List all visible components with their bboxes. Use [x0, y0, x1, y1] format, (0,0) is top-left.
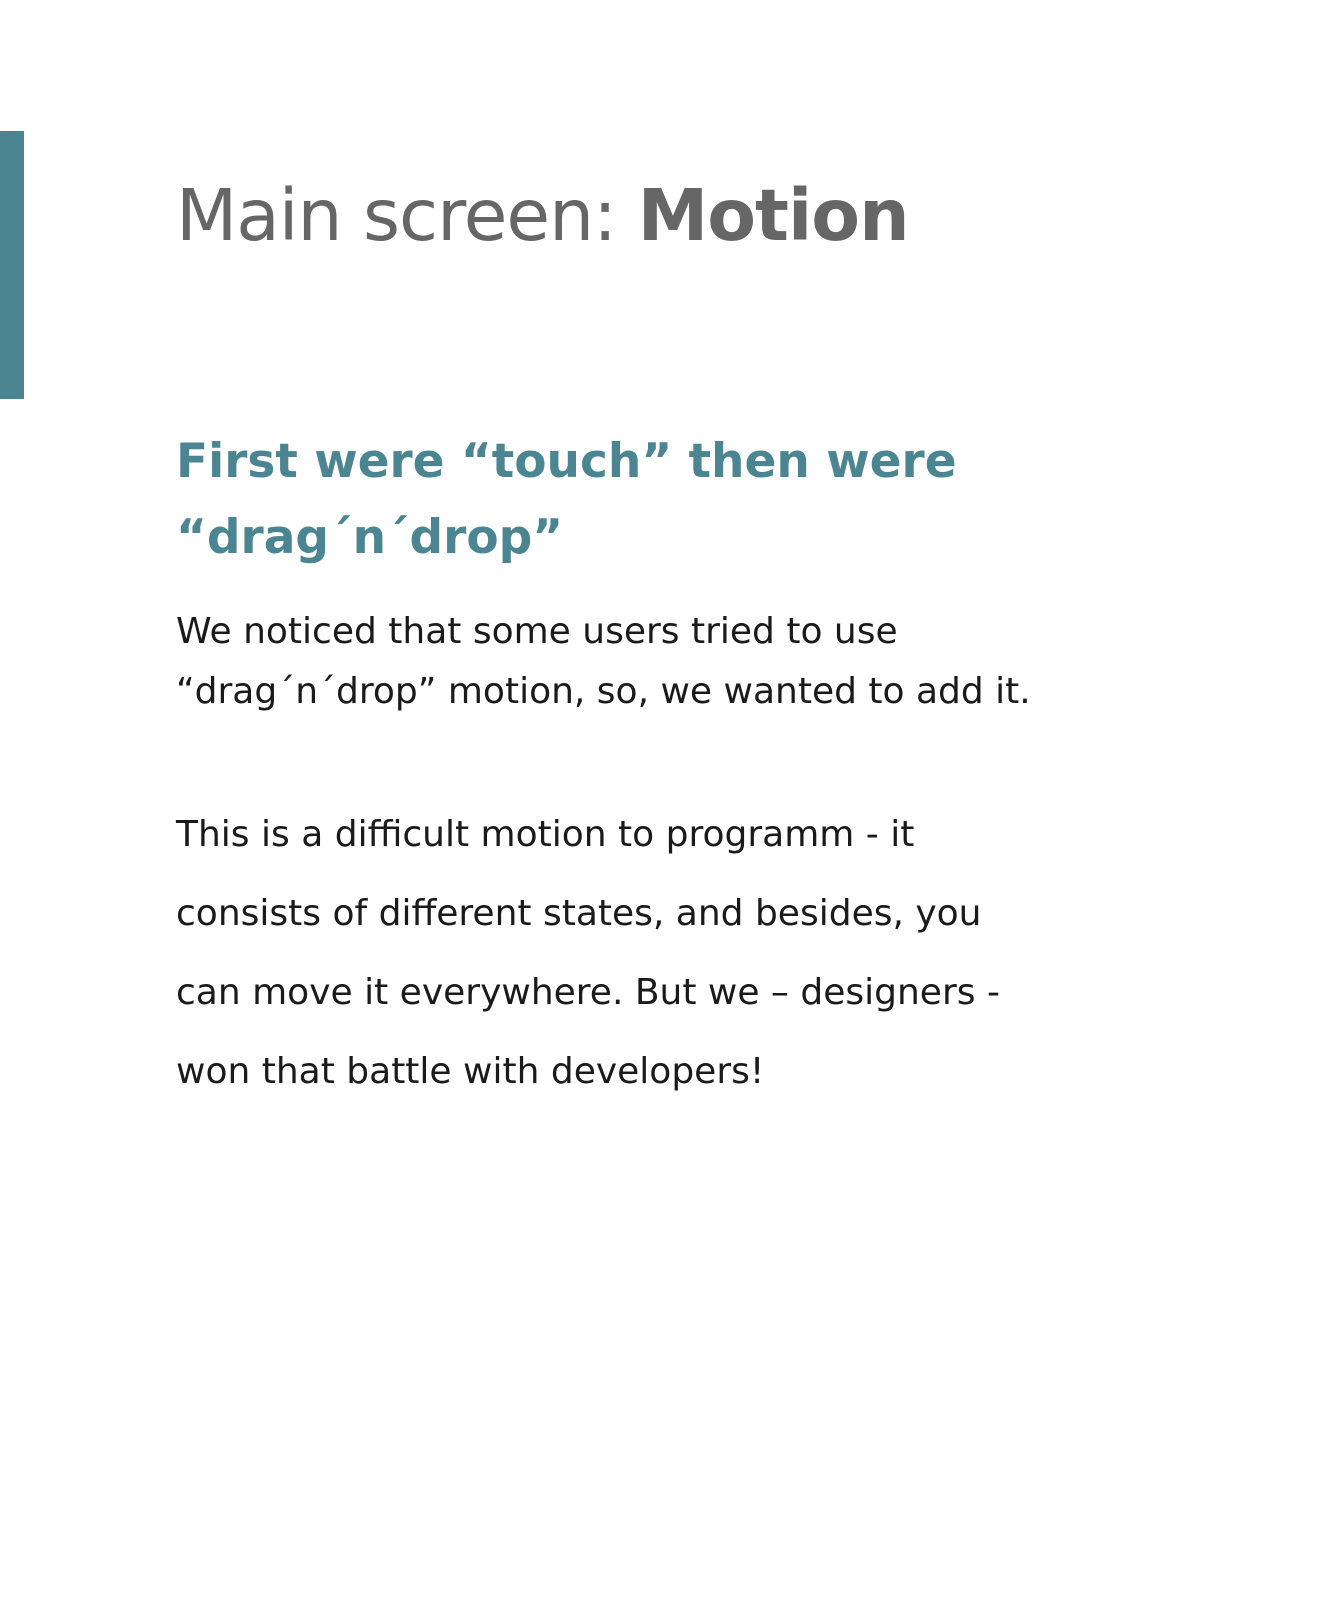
paragraph-line: This is a difficult motion to programm - it	[176, 814, 915, 855]
subheading	[176, 424, 1176, 576]
title-prefix: Main screen:	[176, 174, 638, 257]
accent-bar	[0, 131, 24, 399]
page-title	[176, 175, 909, 257]
title-emphasis: Motion	[637, 174, 909, 257]
paragraph-line: can move it everywhere. But we – designers -	[176, 972, 1000, 1013]
paragraph-line: “drag´n´drop” motion, so, we wanted to add it.	[176, 671, 1031, 712]
subheading-line: “drag´n´drop”	[176, 510, 564, 565]
paragraph-line: won that battle with developers!	[176, 1051, 765, 1092]
paragraph-intro	[176, 602, 1296, 722]
paragraph-line: We noticed that some users tried to use	[176, 611, 898, 652]
paragraph-line: consists of different states, and besides, you	[176, 893, 982, 934]
paragraph-details	[176, 795, 1296, 1111]
subheading-line: First were “touch” then were	[176, 434, 957, 489]
